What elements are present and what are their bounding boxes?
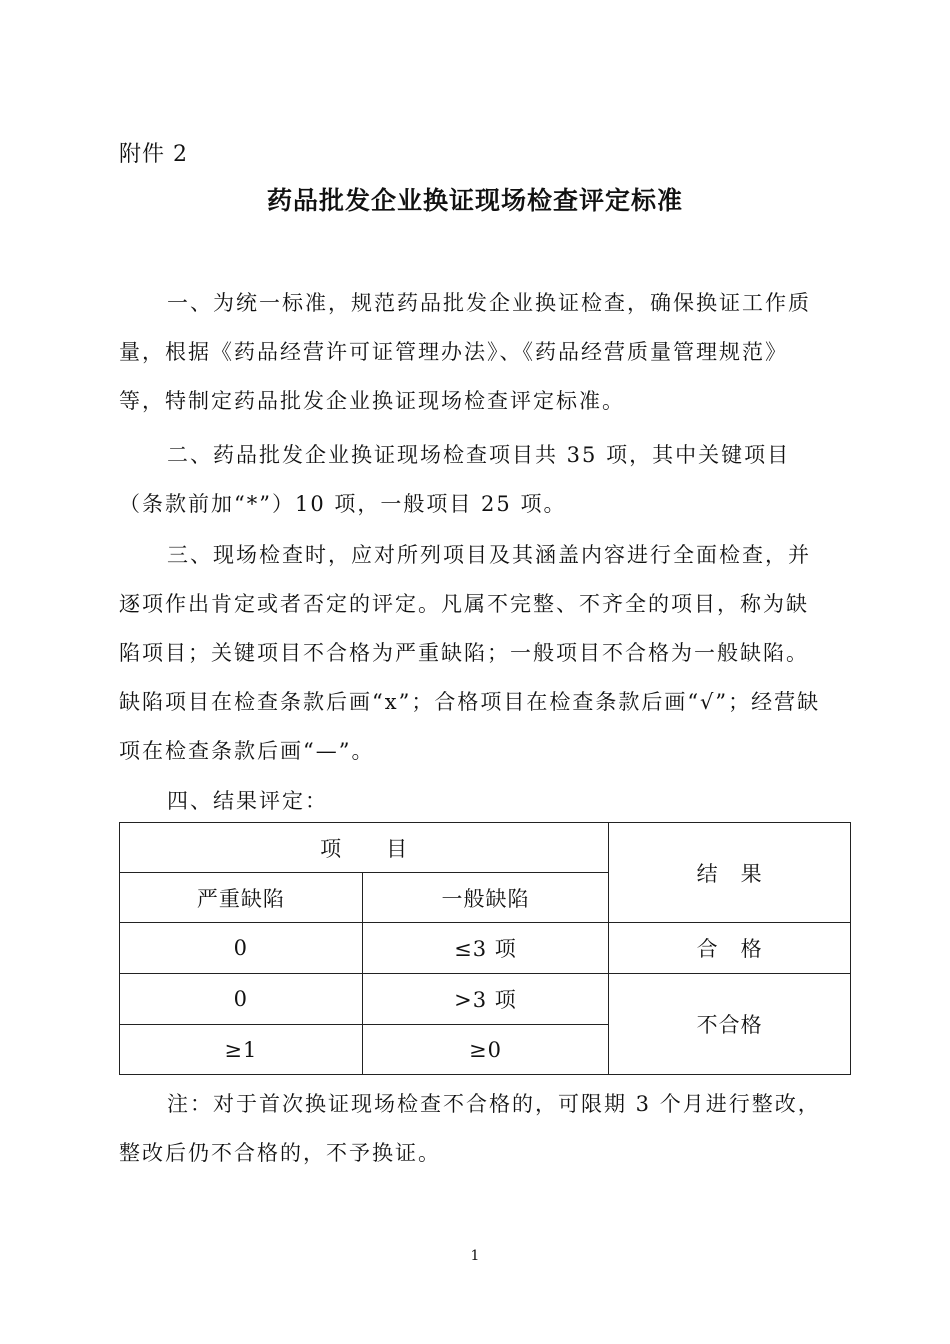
paragraph-3 (119, 531, 831, 776)
cell-general: >3 项 (362, 974, 609, 1025)
paragraph-4 (119, 777, 831, 826)
header-serious: 严重缺陷 (120, 873, 363, 923)
paragraph-4-text: 四、结果评定： (167, 789, 328, 813)
page-number: 1 (470, 1248, 480, 1264)
paragraph-2 (119, 431, 831, 529)
paragraph-1-text: 一、为统一标准，规范药品批发企业换证检查，确保换证工作质量，根据《药品经营许可证管理办法》、《药品经营质量管理规范》等，特制定药品批发企业换证现场检查评定标准。 (119, 291, 811, 413)
attachment-label: 附件 2 (119, 142, 188, 167)
header-result: 结 果 (609, 823, 851, 923)
paragraph-2-text: 二、药品批发企业换证现场检查项目共 35 项，其中关键项目（条款前加“*”）10 项，一般项目 25 项。 (119, 443, 791, 516)
header-item: 项 目 (120, 823, 609, 873)
note-paragraph (119, 1080, 831, 1178)
result-table (119, 822, 851, 1075)
cell-result: 合 格 (609, 923, 851, 974)
cell-serious: 0 (120, 923, 363, 974)
cell-serious: 0 (120, 974, 363, 1025)
document-title: 药品批发企业换证现场检查评定标准 (266, 186, 683, 215)
paragraph-3-text: 三、现场检查时，应对所列项目及其涵盖内容进行全面检查，并逐项作出肯定或者否定的评定。凡属不完整、不齐全的项目，称为缺陷项目；关键项目不合格为严重缺陷；一般项目不合格为一般缺陷。缺陷项目在检查条款后画“x”；合格项目在检查条款后画“√”；经营缺项在检查条款后画“—”。 (119, 543, 821, 763)
cell-serious: ≥1 (120, 1025, 363, 1075)
paragraph-1 (119, 279, 831, 426)
note-text: 注：对于首次换证现场检查不合格的，可限期 3 个月进行整改，整改后仍不合格的，不予换证。 (119, 1092, 821, 1165)
cell-general: ≥0 (362, 1025, 609, 1075)
cell-result: 不合格 (609, 974, 851, 1075)
header-general: 一般缺陷 (362, 873, 609, 923)
cell-general: ≤3 项 (362, 923, 609, 974)
table-header-row (120, 823, 851, 873)
table-row (120, 923, 851, 974)
table-row (120, 974, 851, 1025)
